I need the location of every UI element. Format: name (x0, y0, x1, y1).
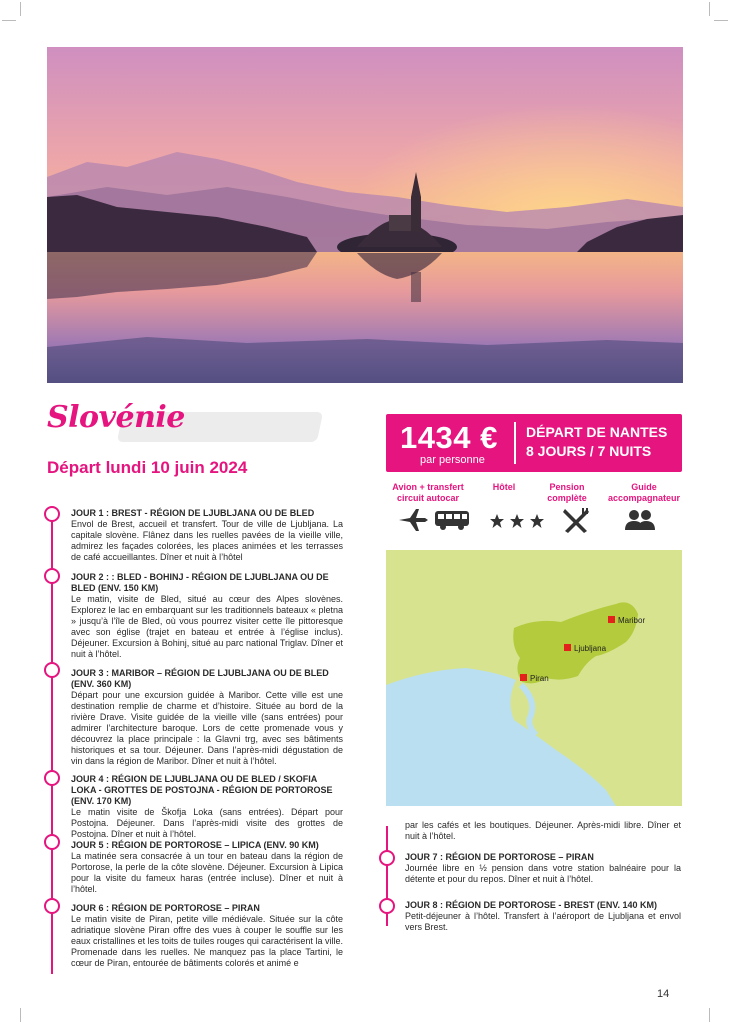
feature-transport (388, 482, 468, 504)
crop-mark (2, 20, 16, 27)
timeline-dot (379, 898, 395, 914)
day-1 (71, 508, 343, 563)
day-heading: JOUR 2 : : BLED - BOHINJ - RÉGION DE LJUBLJANA OU DE BLED (ENV. 150 KM) (71, 572, 329, 593)
feature-label: accompagnateur (607, 493, 681, 503)
trip-duration: 8 JOURS / 7 NUITS (526, 443, 652, 459)
day-8 (405, 900, 681, 933)
bus-icon (434, 508, 470, 537)
day-heading: JOUR 4 : RÉGION DE LJUBLJANA OU DE BLED / SKOFIA LOKA - GROTTES DE POSTOJNA - RÉGION DE PORTOROSE (ENV. 170 KM) (71, 774, 333, 806)
price-separator (514, 422, 516, 464)
departure-date: Départ lundi 10 juin 2024 (47, 458, 248, 477)
crop-mark (709, 1008, 716, 1022)
three-stars-icon (490, 514, 544, 533)
plane-icon (398, 508, 428, 537)
day-heading: JOUR 6 : RÉGION DE PORTOROSE – PIRAN (71, 903, 260, 913)
day-6-continued (405, 820, 681, 842)
crop-mark (20, 1008, 27, 1022)
feature-label: complète (547, 493, 587, 503)
feature-meals (544, 482, 590, 504)
day-7 (405, 852, 681, 885)
day-heading: JOUR 7 : RÉGION DE PORTOROSE – PIRAN (405, 852, 594, 862)
people-icon (624, 508, 656, 537)
price-banner (386, 414, 682, 472)
timeline-dot (44, 506, 60, 522)
marker-maribor (608, 616, 615, 623)
day-text: Le matin, visite de Bled, situé au cœur des Alpes slovènes. Explorez le lac en embarquant sur les traditionnels bateaux « pletna » jusqu’à l’île de Bled, où vous pourrez visiter cette île pittoresque avec son église (trajet en bateau et entrée à l’église inclus). Déjeuner. Excursion à Bohinj, situé au parc national Triglav. Dîner et nuit à l’hôtel. (71, 594, 343, 659)
timeline-dot (44, 898, 60, 914)
city-label-ljubljana: Ljubljana (574, 644, 607, 653)
day-heading: JOUR 5 : RÉGION DE PORTOROSE – LIPICA (ENV. 90 KM) (71, 840, 319, 850)
city-label-piran: Piran (530, 674, 549, 683)
page-number: 14 (657, 988, 670, 1000)
page-title: Slovénie (47, 400, 185, 435)
feature-label: Avion + transfert (392, 482, 464, 492)
city-label-maribor: Maribor (618, 616, 646, 625)
timeline-dot (44, 568, 60, 584)
crop-mark (714, 20, 728, 27)
day-text: Envol de Brest, accueil et transfert. Tour de ville de Ljubljana. La capitale slovène. Flânez dans les ruelles pavées de la vieille ville, admirez les façades colorées, les places animées et les terrasses de café accueillantes. Dîner et nuit à l’hôtel (71, 519, 343, 562)
day-text: Départ pour une excursion guidée à Maribor. Cette ville est une destination remplie de charme et d’histoire. Située au bord de la rivière Drave. Visite guidée de la vieille ville (sans entrées) pour admirer l’architecture baroque. Lors de cette promenade vous y découvrez la place principale : la Glavni trg, avec ses bâtiments historiques et sa tour. Déjeuner. Dans l’après-midi dégustation de vin dans la région de Maribor. Dîner et nuit à l’hôtel. (71, 690, 343, 766)
day-text: Le matin visite de Škofja Loka (sans entrées). Départ pour Postojna. Déjeuner. Dans l’après-midi visite des grottes de Postojna. Dîner et nuit à l’hôtel. (71, 807, 343, 839)
feature-label: Pension (549, 482, 585, 492)
feature-hotel (484, 482, 524, 493)
day-text: Le matin visite de Piran, petite ville médiévale. Située sur la côte adriatique slovène Piran offre des vues à couper le souffle sur les eaux cristallines et les toits de tuiles rouges qui caractérisent la ville. Promenade dans les ruelles. Ne manquez pas la place Tartini, le cœur de Piran, entourée de bâtiments colorés et animé e (71, 914, 343, 968)
day-heading: JOUR 8 : RÉGION DE PORTOROSE - BREST (ENV. 140 KM) (405, 900, 658, 910)
day-text: La matinée sera consacrée à un tour en bateau dans la région de Portorose, la perle de la côte slovène. Déjeuner. Excursion à Lipica pour la visite du fameux haras (entrée incluse). Dîner et nuit à l’hôtel. (71, 851, 343, 894)
day-text: Petit-déjeuner à l’hôtel. Transfert à l’aéroport de Ljubljana et envol vers Brest. (405, 911, 681, 932)
day-5 (71, 840, 343, 895)
feature-guide (606, 482, 682, 504)
fork-knife-icon (562, 508, 590, 539)
day-2 (71, 572, 343, 660)
crop-mark (20, 2, 27, 16)
day-4 (71, 774, 343, 840)
day-heading: JOUR 3 : MARIBOR – RÉGION DE LJUBLJANA OU DE BLED (ENV. 360 KM) (71, 668, 329, 689)
marker-ljubljana (564, 644, 571, 651)
day-6 (71, 903, 343, 969)
timeline-dot (44, 770, 60, 786)
departure-city: DÉPART DE NANTES (526, 424, 668, 440)
timeline-dot (379, 850, 395, 866)
price-note: par personne (420, 454, 485, 466)
map-slovenia (386, 550, 682, 806)
hero-photo-lake-bled (47, 47, 683, 383)
day-text: Journée libre en ½ pension dans votre station balnéaire pour la détente et pour du repos. Dîner et nuit à l’hôtel. (405, 863, 681, 884)
marker-piran (520, 674, 527, 681)
price-amount: 1434 € (400, 420, 498, 455)
day-text: par les cafés et les boutiques. Déjeuner. Après-midi libre. Dîner et nuit à l’hôtel. (405, 820, 681, 841)
feature-label: circuit autocar (396, 493, 460, 503)
day-3 (71, 668, 343, 767)
timeline-dot (44, 662, 60, 678)
crop-mark (709, 2, 716, 16)
feature-label: Hôtel (492, 482, 516, 492)
feature-label: Guide (631, 482, 657, 492)
timeline-dot (44, 834, 60, 850)
day-heading: JOUR 1 : BREST - RÉGION DE LJUBLJANA OU DE BLED (71, 508, 315, 518)
